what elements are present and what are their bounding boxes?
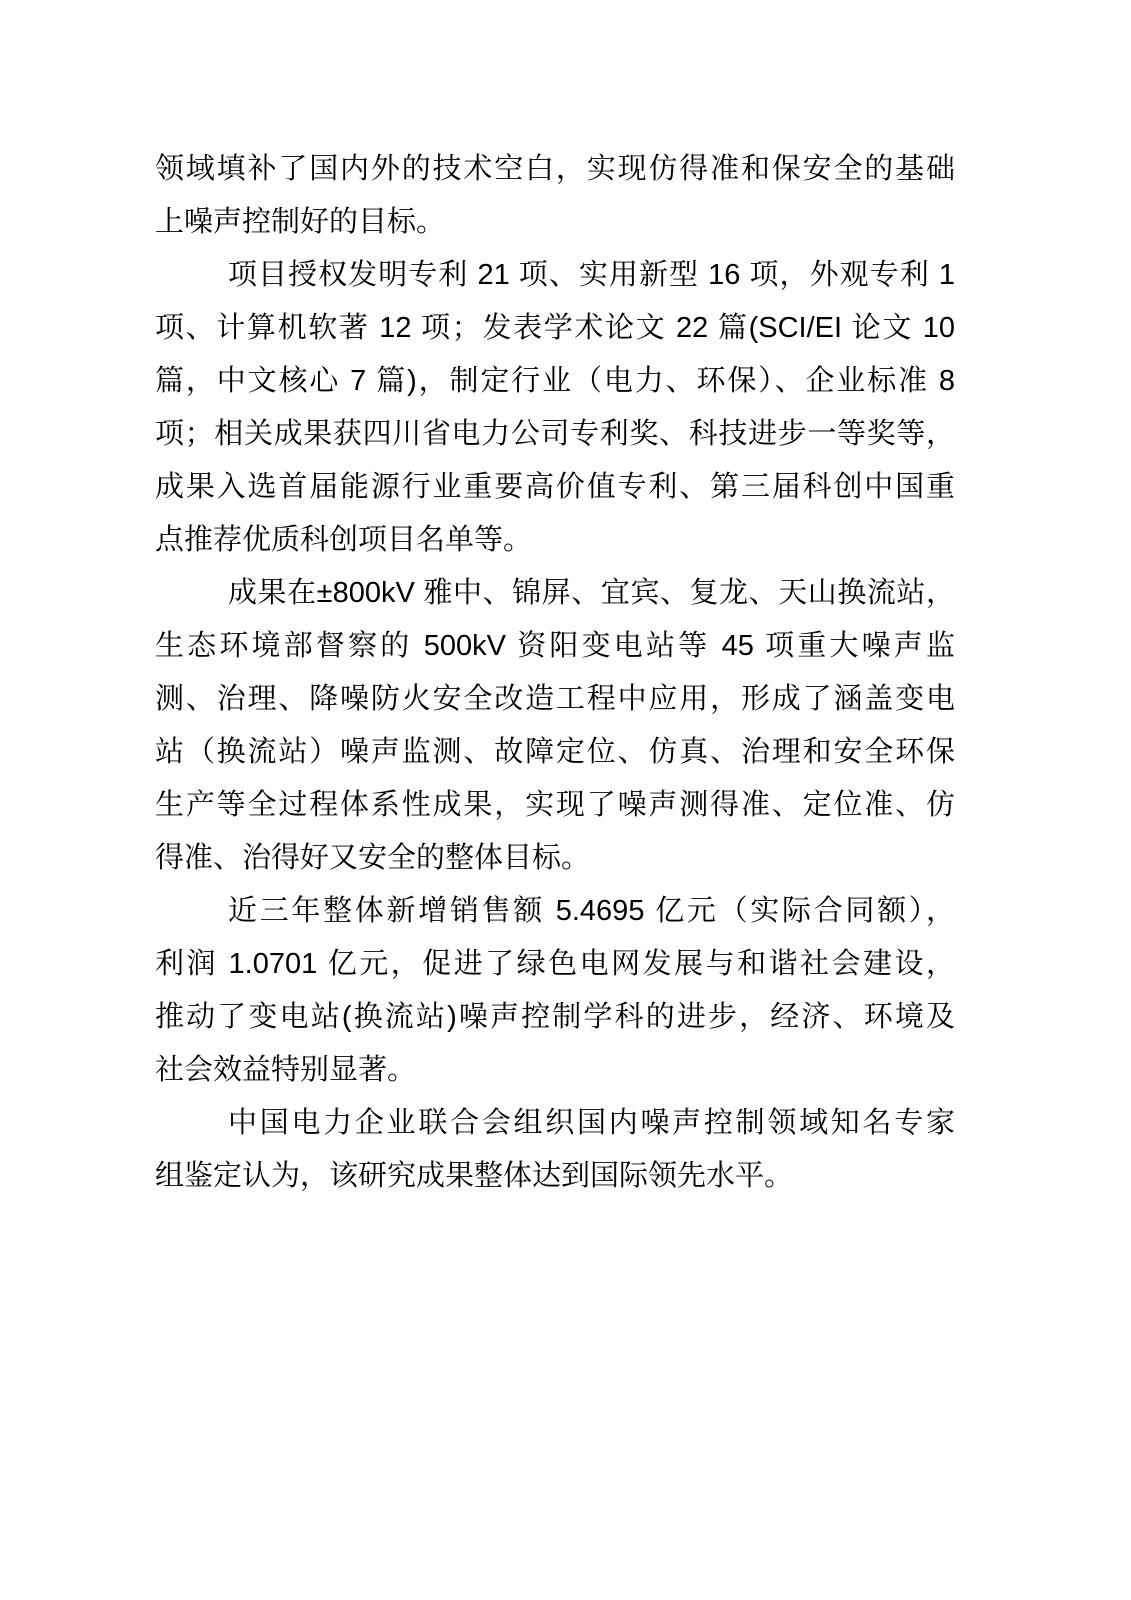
text-line: 中国电力企业联合会组织国内噪声控制领域知名专家 [228, 1107, 955, 1139]
paragraph [155, 249, 955, 567]
paragraph [155, 1097, 955, 1203]
text-line: 近三年整体新增销售额 5.4695 亿元（实际合同额）， [228, 895, 955, 927]
document-content [155, 143, 955, 1203]
text-line: 成果在±800kV 雅中、锦屏、宜宾、复龙、天山换流站， [228, 577, 955, 609]
text-line: 篇，中文核心 7 篇)，制定行业（电力、环保）、企业标准 8 [155, 365, 955, 397]
text-line: 推动了变电站(换流站)噪声控制学科的进步，经济、环境及 [155, 1001, 955, 1033]
text-line: 站（换流站）噪声监测、故障定位、仿真、治理和安全环保 [155, 736, 955, 768]
paragraph [155, 143, 955, 249]
text-line: 组鉴定认为，该研究成果整体达到国际领先水平。 [155, 1160, 794, 1192]
text-line: 项、计算机软著 12 项；发表学术论文 22 篇(SCI/EI 论文 10 [155, 312, 955, 344]
paragraph [155, 885, 955, 1097]
text-line: 社会效益特别显著。 [155, 1054, 417, 1086]
text-line: 测、治理、降噪防火安全改造工程中应用，形成了涵盖变电 [155, 683, 955, 715]
text-line: 上噪声控制好的目标。 [155, 206, 446, 238]
text-line: 生产等全过程体系性成果，实现了噪声测得准、定位准、仿 [155, 789, 955, 821]
text-line: 项；相关成果获四川省电力公司专利奖、科技进步一等奖等， [155, 418, 955, 450]
text-line: 领域填补了国内外的技术空白，实现仿得准和保安全的基础 [155, 153, 955, 185]
paragraph [155, 567, 955, 885]
text-line: 生态环境部督察的 500kV 资阳变电站等 45 项重大噪声监 [155, 630, 955, 662]
text-line: 得准、治得好又安全的整体目标。 [155, 842, 591, 874]
text-line: 成果入选首届能源行业重要高价值专利、第三届科创中国重 [155, 471, 955, 503]
text-line: 项目授权发明专利 21 项、实用新型 16 项，外观专利 1 [228, 259, 955, 291]
text-line: 利润 1.0701 亿元，促进了绿色电网发展与和谐社会建设， [155, 948, 955, 980]
text-line: 点推荐优质科创项目名单等。 [155, 524, 533, 556]
